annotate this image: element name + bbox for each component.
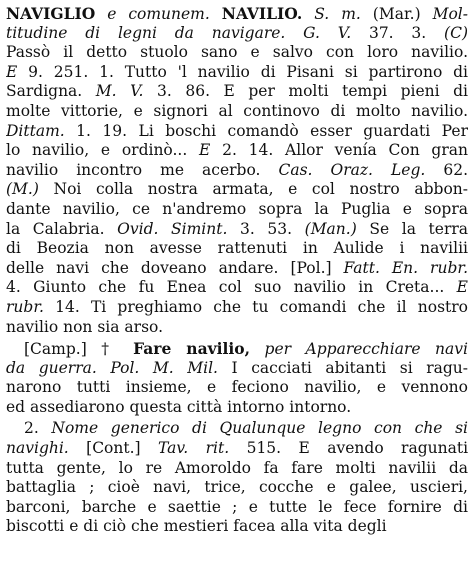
text-segment: [Camp.] † — [24, 340, 134, 359]
definition-paragraph-1 — [6, 4, 468, 337]
text-segment: 2. 14. Allor venía Con gran — [210, 141, 468, 160]
text-segment — [302, 5, 314, 23]
text-line — [6, 102, 468, 122]
italic-segment: (M.) — [6, 180, 39, 199]
headword-segment: NAVILIO. — [221, 4, 303, 23]
text-segment: navilio non sia arso. — [6, 317, 164, 336]
text-line — [6, 180, 468, 200]
text-line — [6, 220, 468, 240]
text-line — [6, 82, 468, 102]
text-line — [6, 161, 468, 181]
italic-segment: Nome generico di Qualunque legno con che si — [51, 419, 468, 438]
italic-segment: rubr. — [6, 297, 44, 316]
text-segment: 1. 19. Li boschi comandò esser guardati Per — [64, 121, 468, 140]
text-line — [6, 200, 468, 220]
definition-paragraph-2 — [6, 339, 468, 417]
text-segment: 62. — [425, 160, 468, 179]
text-segment: barconi, barche e saettie ; e tutte le fece fornire di — [6, 497, 468, 516]
text-segment: Sardigna. — [6, 82, 96, 101]
headword-segment: Fare navilio, — [133, 339, 251, 359]
text-line — [6, 63, 468, 83]
text-segment: di Beozia non avesse rattenuti in Aulide i navilii — [6, 239, 468, 258]
text-line — [6, 439, 468, 459]
text-line — [6, 278, 468, 298]
text-line — [6, 24, 468, 44]
italic-segment: Ovid. Simint. — [117, 219, 228, 238]
text-segment: lo navilio, e ordinò... — [6, 141, 200, 160]
text-line — [6, 419, 468, 439]
text-line — [6, 4, 468, 24]
text-segment: la Calabria. — [6, 219, 118, 238]
text-line — [6, 378, 468, 398]
text-segment: delle navi che doveano andare. [Pol.] — [6, 258, 344, 277]
text-line — [6, 298, 468, 318]
text-segment: I cacciati abitanti si ragu- — [217, 358, 468, 377]
italic-segment: (C) — [444, 23, 468, 42]
text-segment: [Cont.] — [68, 439, 158, 458]
italic-segment: per Apparecchiare navi — [264, 340, 468, 359]
italic-segment: E — [199, 141, 211, 160]
text-segment: 9. 251. 1. Tutto 'l navilio di Pisani si partirono di — [17, 62, 468, 81]
text-segment: 14. Ti preghiamo che tu comandi che il nostro — [43, 297, 468, 316]
italic-segment: (Man.) — [304, 219, 357, 238]
text-segment: 3. 53. — [227, 219, 305, 238]
text-line — [6, 459, 468, 479]
dictionary-entry — [6, 4, 468, 537]
text-line — [6, 478, 468, 498]
text-segment: Passò il detto stuolo sano e salvo con loro navilio. — [6, 43, 468, 62]
italic-segment: Dittam. — [6, 121, 65, 140]
italic-segment: Mol- — [432, 5, 468, 23]
text-line — [6, 141, 468, 161]
italic-segment: titudine di legni da navigare. G. V. — [6, 23, 352, 42]
text-segment: molte vittorie, e signori al continovo di molto navilio. — [6, 101, 468, 120]
text-segment: 37. 3. — [351, 23, 445, 42]
text-segment: Se la terra — [356, 219, 468, 238]
text-segment — [210, 5, 222, 23]
italic-segment: E — [456, 278, 468, 297]
italic-segment: Cas. Oraz. Leg. — [278, 160, 426, 179]
italic-segment: E — [6, 62, 18, 81]
italic-segment: e comunem. — [107, 5, 210, 23]
text-segment: 3. 86. E per molti tempi pieni di — [143, 82, 468, 101]
italic-segment: navighi. — [6, 439, 69, 458]
italic-segment: M. V. — [95, 82, 144, 101]
text-segment: (Mar.) — [360, 5, 433, 23]
text-segment: battaglia ; cioè navi, trice, cocche e galee, uscieri, — [6, 478, 468, 497]
text-line — [6, 122, 468, 142]
italic-segment: Tav. rit. — [158, 439, 230, 458]
text-segment: ed assediarono questa città intorno intorno. — [6, 397, 352, 416]
text-segment: tutta gente, lo re Amoroldo fa fare molti navilii da — [6, 458, 468, 477]
italic-segment: S. m. — [314, 5, 361, 23]
definition-paragraph-3 — [6, 419, 468, 537]
text-segment: narono tutti insieme, e feciono navilio, e vennono — [6, 378, 468, 397]
italic-segment: Fatt. En. rubr. — [343, 258, 468, 277]
text-segment: navilio incontro me acerbo. — [6, 160, 279, 179]
text-line — [6, 43, 468, 63]
text-line — [6, 239, 468, 259]
text-line — [6, 517, 468, 537]
text-line — [6, 359, 468, 379]
text-segment — [250, 340, 265, 358]
text-segment: 515. E avendo ragunati — [229, 439, 468, 458]
text-segment: Noi colla nostra armata, e col nostro abbon- — [38, 180, 468, 199]
text-segment: dante navilio, ce n'andremo sopra la Puglia e sopra — [6, 199, 468, 218]
text-segment: biscotti e di ciò che mestieri facea alla vita degli — [6, 517, 387, 536]
text-line — [6, 339, 468, 359]
text-line — [6, 398, 468, 418]
text-segment: 2. — [24, 419, 52, 438]
text-segment — [95, 5, 107, 23]
text-line — [6, 318, 468, 338]
text-line — [6, 259, 468, 279]
text-segment: 4. Giunto che fu Enea col suo navilio in Creta... — [6, 278, 457, 297]
headword-segment: NAVIGLIO — [6, 4, 96, 23]
italic-segment: da guerra. Pol. M. Mil. — [6, 358, 218, 377]
text-line — [6, 498, 468, 518]
